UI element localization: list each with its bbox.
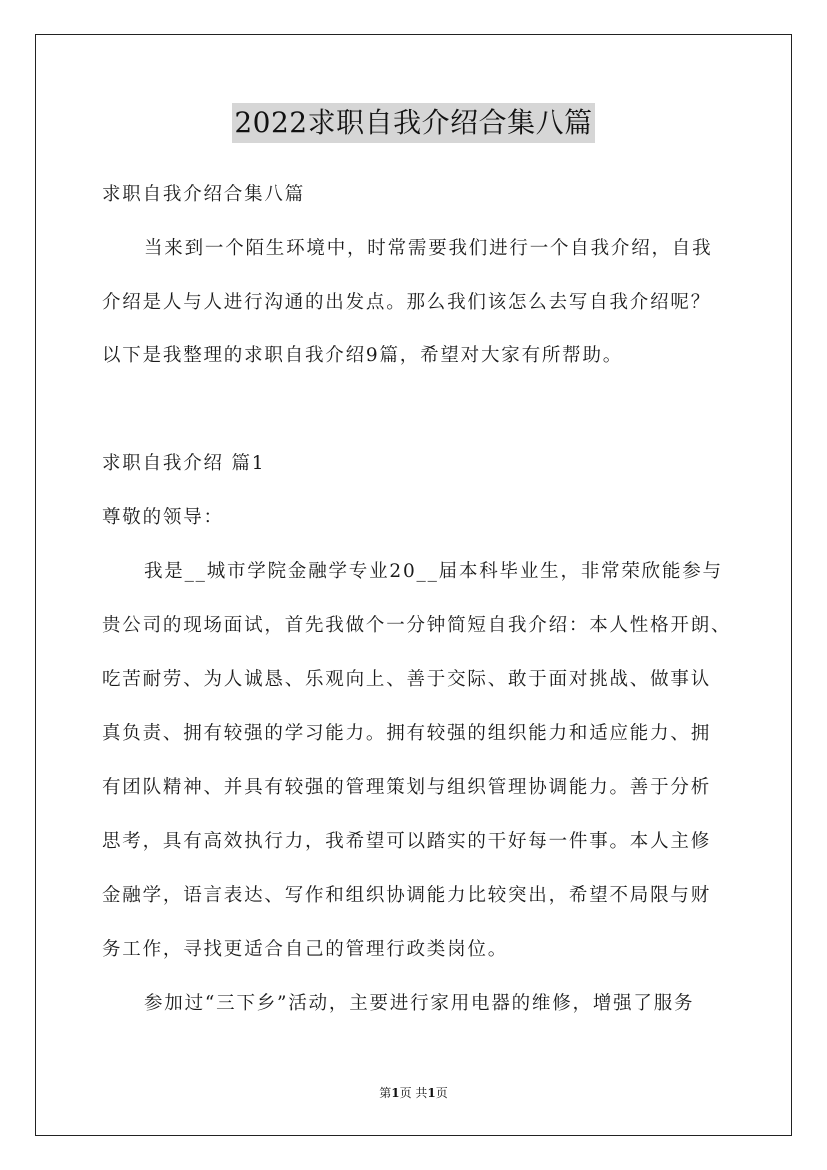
section-heading: 求职自我介绍 篇1 — [102, 453, 266, 474]
footer-page-prefix: 第 — [379, 1086, 392, 1100]
body-line: 贵公司的现场面试，首先我做个一分钟简短自我介绍：本人性格开朗、 — [102, 615, 732, 636]
title-wrapper — [0, 103, 827, 143]
body-line: 有团队精神、并具有较强的管理策划与组织管理协调能力。善于分析 — [102, 777, 712, 798]
body-line: 参加过“三下乡”活动，主要进行家用电器的维修，增强了服务 — [144, 993, 695, 1014]
body-line: 务工作，寻找更适合自己的管理行政类岗位。 — [102, 939, 509, 960]
intro-line: 以下是我整理的求职自我介绍9篇，希望对大家有所帮助。 — [102, 345, 624, 366]
footer-page-number: 1 — [391, 1086, 400, 1100]
footer-page-mid: 页 共 — [399, 1086, 428, 1100]
footer-total-pages: 1 — [427, 1086, 436, 1100]
body-line: 金融学，语言表达、写作和组织协调能力比较突出，希望不局限与财 — [102, 885, 712, 906]
body-line: 思考，具有高效执行力，我希望可以踏实的干好每一件事。本人主修 — [102, 831, 712, 852]
salutation: 尊敬的领导： — [102, 507, 224, 528]
subtitle: 求职自我介绍合集八篇 — [102, 184, 306, 205]
intro-line: 当来到一个陌生环境中，时常需要我们进行一个自我介绍，自我 — [144, 238, 713, 259]
body-line: 吃苦耐劳、为人诚恳、乐观向上、善于交际、敢于面对挑战、做事认 — [102, 669, 712, 690]
footer-page-suffix: 页 — [435, 1086, 448, 1100]
document-title: 2022求职自我介绍合集八篇 — [232, 103, 594, 143]
body-line: 我是__城市学院金融学专业20__届本科毕业生，非常荣欣能参与 — [144, 561, 723, 582]
page-footer — [0, 1085, 827, 1101]
body-line: 真负责、拥有较强的学习能力。拥有较强的组织能力和适应能力、拥 — [102, 723, 712, 744]
intro-line: 介绍是人与人进行沟通的出发点。那么我们该怎么去写自我介绍呢？ — [102, 292, 712, 313]
